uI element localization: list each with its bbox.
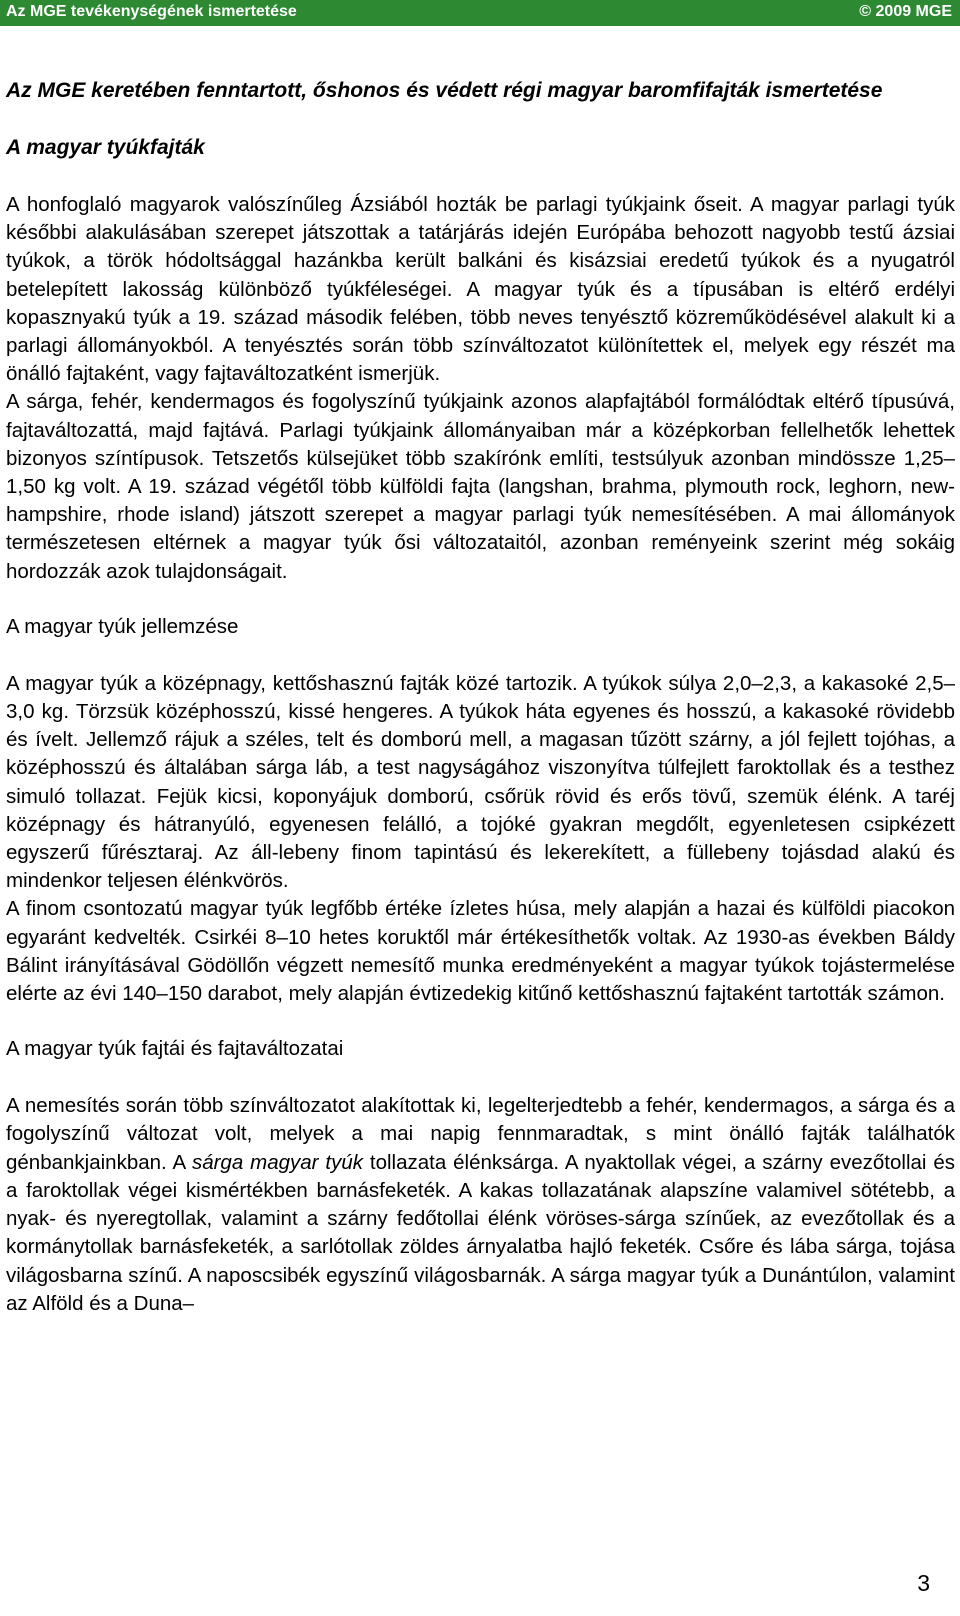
intro-paragraph-1: A honfoglaló magyarok valószínűleg Ázsiából hozták be parlagi tyúkjaink őseit. A magyar parlagi tyúk későbbi alakulásában szerepet játszottak a tatárjárás idején Európába behozott nagyobb testű ázsiai tyúkok, a török hódoltsággal hazánkba került balkáni és kisázsiai eredetű tyúkok és a nyugatról betelepített lakosság különböző tyúkféleségei. A magyar tyúk és a típusában is eltérő erdélyi kopasznyakú tyúk a 19. század második felében, több neves tenyésztő közreműködésével alakult ki a parlagi állományokból. A tenyésztés során több színváltozatot különítettek el, melyek egy részét ma önálló fajtaként, vagy fajtaváltozatként ismerjük. [6,193,955,386]
varieties-paragraph [6,1092,955,1318]
section-heading-varieties: A magyar tyúk fajtái és fajtaváltozatai [6,1037,344,1061]
characteristics-paragraph-2: A finom csontozatú magyar tyúk legfőbb értéke ízletes húsa, mely alapján a hazai és külföldi piacokon egyaránt kedvelték. Csirkéi 8–10 hetes koruktől már értékesíthetők voltak. Az 1930-as években Báldy Bálint irányításával Gödöllőn végzett nemesítő munka eredményeként a magyar tyúkok tojástermelése elérte az évi 140–150 darabot, mely alapján évtizedekig kitűnő kettőshasznú fajtaként tartották számon. [6,897,955,1006]
document-body [6,76,955,1318]
varieties-emphasis: sárga magyar tyúk [191,1150,363,1174]
page-number: 3 [917,1570,930,1596]
header-copyright: © 2009 MGE [859,3,952,20]
varieties-text-start: A nemesítés során több színváltozatot alakítottak ki, legelterjedtebb a fehér, kendermagos, a sárga és a fogolyszínű változat volt, melyek a mai napig fennmaradtak, s mint önálló fajták találhatók génbankjainkban. A [6,1094,955,1174]
intro-paragraph-2: A sárga, fehér, kendermagos és fogolyszínű tyúkjaink azonos alapfajtából formálódtak eltérő típusúvá, fajtaváltozattá, majd fajtává. Parlagi tyúkjaink állományaiban már a középkorban fellelhetők lehettek bizonyos színtípusok. Tetszetős külsejüket több szakírónk említi, testsúlyuk azonban mindössze 1,25–1,50 kg volt. A 19. század végétől több külföldi fajta (langshan, brahma, plymouth rock, leghorn, new-hampshire, rhode island) játszott szerepet a magyar parlagi tyúk nemesítésében. A mai állományok természetesen eltérnek a magyar tyúk ősi változataitól, azonban reményeink szerint még sokáig hordozzák azok tulajdonságait. [6,390,955,583]
header-document-title: Az MGE tevékenységének ismertetése [6,3,297,20]
varieties-text-end: tollazata élénksárga. A nyaktollak végei, a szárny evezőtollai és a faroktollak végei kismértékben barnásfeketék. A kakas tollazatának alapszíne valamivel sötétebb, a nyak- és nyeregtollak, valamint a szárny fedőtollai élénk vöröses-sárga színűek, az evezőtollak és a kormánytollak barnásfeketék, a sarlótollak zöldes árnyalatba hajló feketék. Csőre és lába sárga, tojása világosbarna színű. A naposcsibék egyszínű világosbarnák. A sárga magyar tyúk a Dunántúlon, valamint az Alföld és a Duna– [6,1150,956,1315]
header-bar [0,0,960,26]
characteristics-paragraph-1: A magyar tyúk a középnagy, kettőshasznú fajták közé tartozik. A tyúkok súlya 2,0–2,3, a kakasoké 2,5–3,0 kg. Törzsük középhosszú, kissé hengeres. A tyúkok háta egyenes és hosszú, a kakasoké rövidebb és ívelt. Jellemző rájuk a széles, telt és domború mell, a magasan tűzött szárny, a jól fejlett tojóhas, a középhosszú és általában sárga láb, a test nagyságához viszonyítva túlfejlett faroktollak és a testhez simuló tollazat. Fejük kicsi, koponyájuk domború, csőrük rövid és erős tövű, szemük élénk. A taréj középnagy és hátranyúló, egyenesen felálló, a tojóké gyakran megdőlt, egyenletesen csipkézett egyszerű fűrésztaraj. Az áll-lebeny finom tapintású és lekerekített, a füllebeny tojásdad alakú és mindenkor teljesen élénkvörös. [6,671,955,893]
section-heading-characteristics: A magyar tyúk jellemzése [6,614,239,638]
section-subtitle: A magyar tyúkfajták [6,136,205,159]
page-title: Az MGE keretében fenntartott, őshonos és védett régi magyar baromfifajták ismertetése [6,79,883,102]
